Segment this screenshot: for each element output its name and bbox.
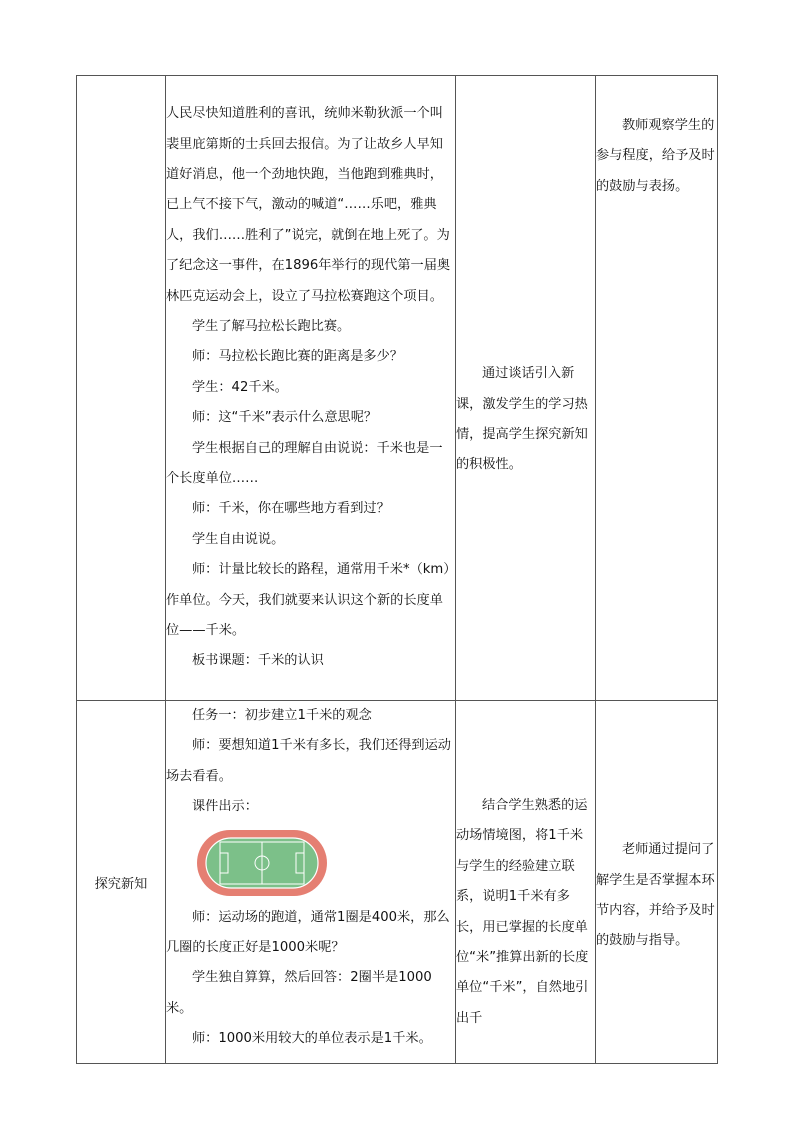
paragraph: 学生根据自己的理解自由说说：千米也是一个长度单位…… — [166, 440, 443, 487]
paragraph: 师：千米，你在哪些地方看到过？ — [192, 501, 390, 517]
design-intent-text: 结合学生熟悉的运动场情境图，将1千米与学生的经验建立联系，说明1千米有多长，用已掌握的长度单位“米”推算出新的长度单位“千米”，自然地引出千 — [456, 798, 589, 1026]
paragraph: 学生独自算算，然后回答：2圈半是1000米。 — [166, 970, 432, 1016]
paragraph: 师：运动场的跑道，通常1圈是400米，那么几圈的长度正好是1000米呢？ — [166, 909, 450, 956]
evaluation-cell — [596, 701, 718, 1064]
evaluation-text: 教师观察学生的参与程度，给予及时的鼓励与表扬。 — [596, 118, 715, 194]
section-label: 探究新知 — [77, 701, 166, 1064]
lesson-plan-table — [76, 75, 718, 1064]
design-intent-cell — [456, 76, 596, 701]
paragraph: 师：这“千米”表示什么意思呢？ — [192, 410, 378, 426]
paragraph: 板书课题：千米的认识 — [192, 653, 324, 669]
evaluation-text: 老师通过提问了解学生是否掌握本环节内容，并给予及时的鼓励与指导。 — [596, 842, 715, 949]
table-row — [77, 76, 718, 701]
design-intent-text: 通过谈话引入新课，激发学生的学习热情，提高学生探究新知的积极性。 — [456, 366, 588, 473]
paragraph: 课件出示： — [192, 799, 258, 815]
running-track-icon — [196, 829, 328, 897]
section-label — [77, 76, 166, 701]
teaching-process-cell — [166, 76, 456, 701]
paragraph: 人民尽快知道胜利的喜讯，统帅米勒狄派一个叫裴里庇第斯的士兵回去报信。为了让故乡人早知道好消息，他一个劲地快跑，当他跑到雅典时，已上气不接下气，激动的喊道“……乐吧，雅典人，我们……胜利了”说完，就倒在地上死了。为了纪念这一事件，在1896年举行的现代第一届奥林匹克运动会上，设立了马拉松赛跑这个项目。 — [166, 106, 451, 304]
running-track-image — [166, 823, 455, 903]
evaluation-cell — [596, 76, 718, 701]
design-intent-cell — [456, 701, 596, 1064]
paragraph: 学生自由说说。 — [192, 531, 285, 547]
table-row — [77, 701, 718, 1064]
paragraph: 任务一：初步建立1千米的观念 — [192, 708, 372, 723]
paragraph: 师：马拉松长跑比赛的距离是多少？ — [192, 349, 403, 365]
paragraph: 师：1000米用较大的单位表示是1千米。 — [192, 1031, 432, 1047]
paragraph: 师：计量比较长的路程，通常用千米*（km）作单位。今天，我们就要来认识这个新的长度单位——千米。 — [166, 562, 450, 639]
paragraph: 学生了解马拉松长跑比赛。 — [192, 318, 351, 334]
paragraph: 师：要想知道1千米有多长，我们还得到运动场去看看。 — [166, 738, 451, 784]
teaching-process-cell — [166, 701, 456, 1064]
paragraph: 学生：42千米。 — [192, 379, 288, 395]
